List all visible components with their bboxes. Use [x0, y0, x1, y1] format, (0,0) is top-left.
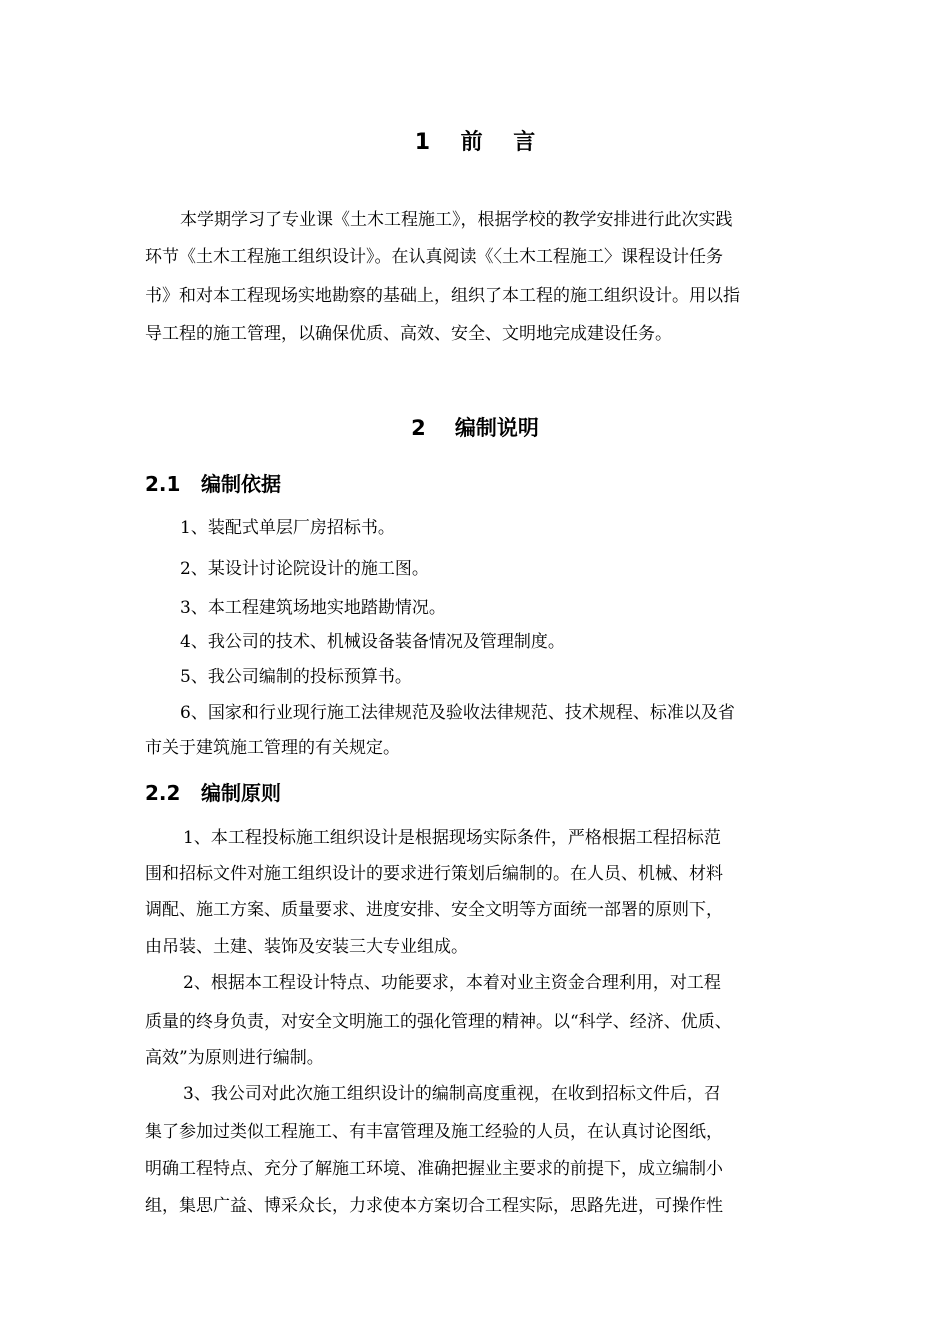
principle-3-line-1: 3、我公司对此次施工组织设计的编制高度重视，在收到招标文件后，召: [183, 1084, 721, 1104]
principle-2-line-2: 质量的终身负责，对安全文明施工的强化管理的精神。以“科学、经济、优质、: [145, 1012, 732, 1032]
section-2-2-number: 2.2: [145, 781, 181, 805]
section-2-2-heading: [145, 780, 281, 806]
basis-item-5: 5、我公司编制的投标预算书。: [180, 667, 412, 687]
principle-3-line-3: 明确工程特点、充分了解施工环境、准确把握业主要求的前提下，成立编制小: [145, 1159, 723, 1179]
basis-item-3: 3、本工程建筑场地实地踏勘情况。: [180, 598, 446, 618]
basis-item-4: 4、我公司的技术、机械设备装备情况及管理制度。: [180, 632, 565, 652]
basis-item-6-cont: 市关于建筑施工管理的有关规定。: [145, 738, 400, 758]
preface-line-2: 环节《土木工程施工组织设计》。在认真阅读《〈土木工程施工〉课程设计任务: [145, 247, 723, 267]
principle-1-line-3: 调配、施工方案、质量要求、进度安排、安全文明等方面统一部署的原则下，: [145, 900, 723, 920]
preface-line-3: 书》和对本工程现场实地勘察的基础上，组织了本工程的施工组织设计。用以指: [145, 286, 740, 306]
principle-2-line-3: 高效”为原则进行编制。: [145, 1048, 324, 1068]
basis-item-6: 6、国家和行业现行施工法律规范及验收法律规范、技术规程、标准以及省: [180, 703, 735, 723]
section-2-1-title: 编制依据: [201, 472, 281, 496]
principle-1-line-1: 1、本工程投标施工组织设计是根据现场实际条件，严格根据工程招标范: [183, 828, 721, 848]
chapter2-heading: 2 编制说明: [411, 416, 539, 440]
principle-1-line-2: 围和招标文件对施工组织设计的要求进行策划后编制的。在人员、机械、材料: [145, 864, 723, 884]
principle-3-line-4: 组，集思广益、博采众长，力求使本方案切合工程实际，思路先进，可操作性: [145, 1196, 723, 1216]
basis-item-2: 2、某设计讨论院设计的施工图。: [180, 559, 429, 579]
preface-line-1: 本学期学习了专业课《土木工程施工》，根据学校的教学安排进行此次实践: [180, 210, 733, 230]
section-2-1-number: 2.1: [145, 472, 181, 496]
preface-line-4: 导工程的施工管理，以确保优质、高效、安全、文明地完成建设任务。: [145, 324, 672, 344]
principle-1-line-4: 由吊装、土建、装饰及安装三大专业组成。: [145, 937, 468, 957]
principle-2-line-1: 2、根据本工程设计特点、功能要求，本着对业主资金合理利用，对工程: [183, 973, 721, 993]
section-2-2-title: 编制原则: [201, 781, 281, 805]
section-2-1-heading: [145, 471, 281, 497]
principle-3-line-2: 集了参加过类似工程施工、有丰富管理及施工经验的人员，在认真讨论图纸，: [145, 1122, 723, 1142]
basis-item-1: 1、装配式单层厂房招标书。: [180, 518, 395, 538]
preface-heading: 1 前 言: [414, 130, 536, 155]
